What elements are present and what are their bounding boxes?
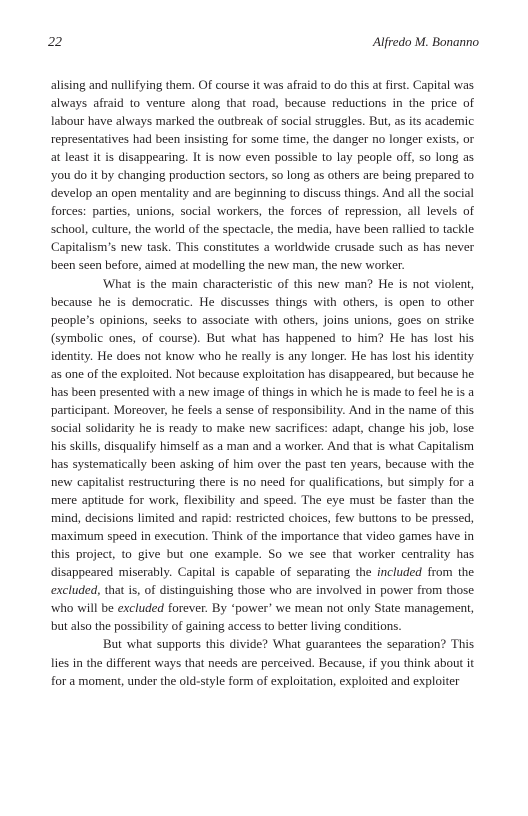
emphasis: included <box>377 564 422 580</box>
emphasis: excluded <box>117 600 164 616</box>
page-number: 22 <box>48 35 62 50</box>
running-head-author: Alfredo M. Bonanno <box>372 34 479 49</box>
running-header <box>48 34 479 51</box>
paragraph: alising and nullifying them. Of course it was afraid to do this at first. Capital was always afraid to venture along that road, because reductions in the price of labour have always marked the outbreak of social struggles. But, as its academic representatives had been insisting for some time, the danger no longer exists, or at least it is disappearing. It is now even possible to lay people off, so long as you do it by changing production sectors, so long as others are being prepared to develop an open mentality and are beginning to discuss things. And all the social forces: parties, unions, social workers, the forces of repression, all levels of school, culture, the world of the spectacle, the media, have been rallied to tackle Capitalism’s new task. This constitutes a worldwide crusade such as has never been seen before, aimed at modelling the new man, the new worker. <box>51 77 474 273</box>
paragraph: But what supports this divide? What guarantees the separation? This lies in the different ways that needs are perceived. Because, if you think about it for a moment, under the old-style form of exploitation, exploited and exploiter <box>51 636 474 688</box>
paragraph: What is the main characteristic of this new man? He is not violent, because he is democratic. He discusses things with others, is open to other people’s opinions, seeks to associate with others, joins unions, goes on strike (symbolic ones, of course). But what has happened to him? He has lost his identity. He does not know who he really is any longer. He has lost his identity as one of the exploited. Not because exploitation has disappeared, but because he has been presented with a new image of things in which he is made to feel he is a participant. Moreover, he feels a sense of responsibility. And in the name of this social solidarity he is ready to make new sacrifices: adapt, change his job, lose his skills, disqualify himself as a man and a worker. And that is what Capitalism has systematically been asking of him over the past ten years, because with the new capitalist restructuring there is no need for qualifications, but simply for a mere aptitude for work, flexibility and speed. The eye must be faster than the mind, decisions limited and rapid: restricted choices, few buttons to be pressed, maximum speed in execution. Think of the importance that video games have in this project, to give but one example. So we see that worker centrality has disappeared miserably. Capital is capable of separating the included from the excluded, that is, of distinguishing those who are involved in power from those who will be excluded forever. By ‘power’ we mean not only State management, but also the possibility of gaining access to better living conditions. <box>51 275 475 634</box>
body-text <box>51 76 474 690</box>
emphasis: excluded, <box>51 582 101 598</box>
